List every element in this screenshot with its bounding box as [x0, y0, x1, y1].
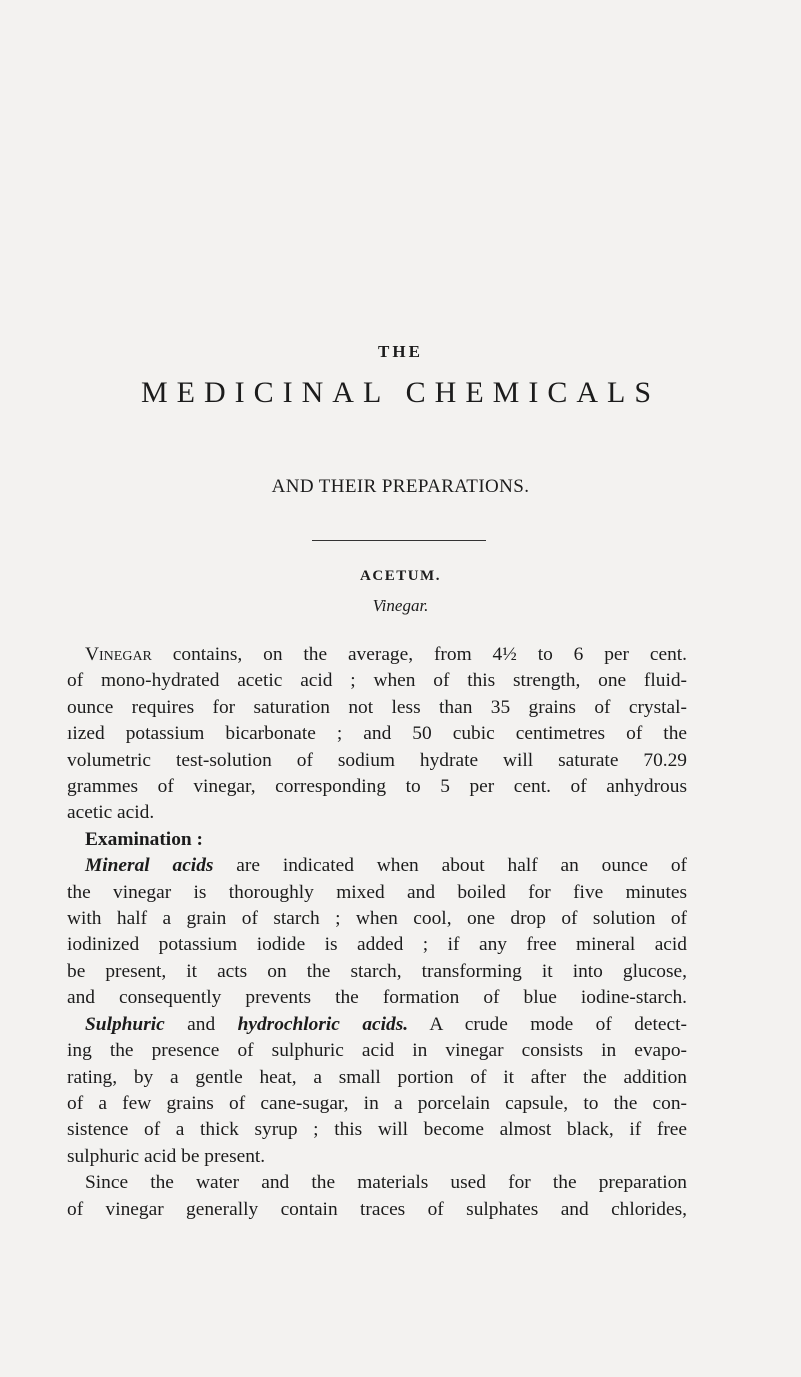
sulphuric-label: Sulphuric	[85, 1013, 165, 1035]
paragraph-line	[67, 1012, 687, 1038]
fraction: 4½	[492, 644, 517, 665]
page-subtitle: AND THEIR PREPARATIONS.	[271, 476, 530, 497]
paragraph-line: of a few grains of cane-sugar, in a porcelain capsule, to the con-	[67, 1092, 687, 1114]
text-fragment: to 6 per cent.	[537, 644, 687, 665]
paragraph-line: sistence of a thick syrup ; this will become almost black, if free	[67, 1119, 687, 1141]
paragraph-line: ing the presence of sulphuric acid in vinegar consists in evapo-	[67, 1040, 687, 1062]
paragraph-line: sulphuric acid be present.	[67, 1145, 266, 1167]
paragraph-line: of vinegar generally contain traces of sulphates and chlorides,	[67, 1198, 687, 1220]
section-heading: ACETUM.	[360, 568, 441, 584]
title-divider	[312, 540, 486, 541]
title-article: THE	[378, 342, 423, 361]
body-text	[67, 642, 687, 1223]
paragraph-line: volumetric test-solution of sodium hydrate will saturate 70.29	[67, 749, 687, 771]
paragraph-line: ıized potassium bicarbonate ; and 50 cubic centimetres of the	[67, 723, 687, 745]
paragraph-line: with half a grain of starch ; when cool, one drop of solution of	[67, 908, 687, 930]
paragraph-line: acetic acid.	[67, 802, 155, 824]
hydrochloric-label: hydrochloric acids.	[237, 1013, 409, 1035]
paragraph-line: the vinegar is thoroughly mixed and boiled for five minutes	[67, 881, 687, 903]
section-subheading: Vinegar.	[372, 596, 429, 615]
examination-label: Examination :	[85, 828, 203, 850]
paragraph-line: be present, it acts on the starch, transforming it into glucose,	[67, 960, 687, 982]
paragraph-line: of mono-hydrated acetic acid ; when of this strength, one fluid-	[67, 670, 687, 692]
text-fragment: A crude mode of detect-	[429, 1013, 687, 1035]
paragraph-line: Since the water and the materials used for the preparation	[85, 1172, 687, 1194]
paragraph-line: rating, by a gentle heat, a small portion of it after the addition	[67, 1066, 687, 1088]
paragraph-line: iodinized potassium iodide is added ; if any free mineral acid	[67, 934, 687, 956]
lead-word: Vinegar	[85, 644, 152, 665]
mineral-acids-label: Mineral acids	[85, 855, 214, 877]
text-fragment: are indicated when about half an ounce of	[236, 855, 687, 877]
paragraph-line: and consequently prevents the formation of blue iodine-starch.	[67, 987, 687, 1009]
paragraph-line: grammes of vinegar, corresponding to 5 per cent. of anhydrous	[67, 776, 687, 798]
text-fragment: contains, on the average, from	[172, 644, 472, 665]
paragraph-line	[67, 642, 687, 668]
paragraph-line: ounce requires for saturation not less than 35 grains of crystal-	[67, 696, 687, 718]
paragraph-line	[67, 853, 687, 879]
page-title: MEDICINAL CHEMICALS	[140, 376, 661, 409]
text-fragment: and	[187, 1013, 216, 1035]
